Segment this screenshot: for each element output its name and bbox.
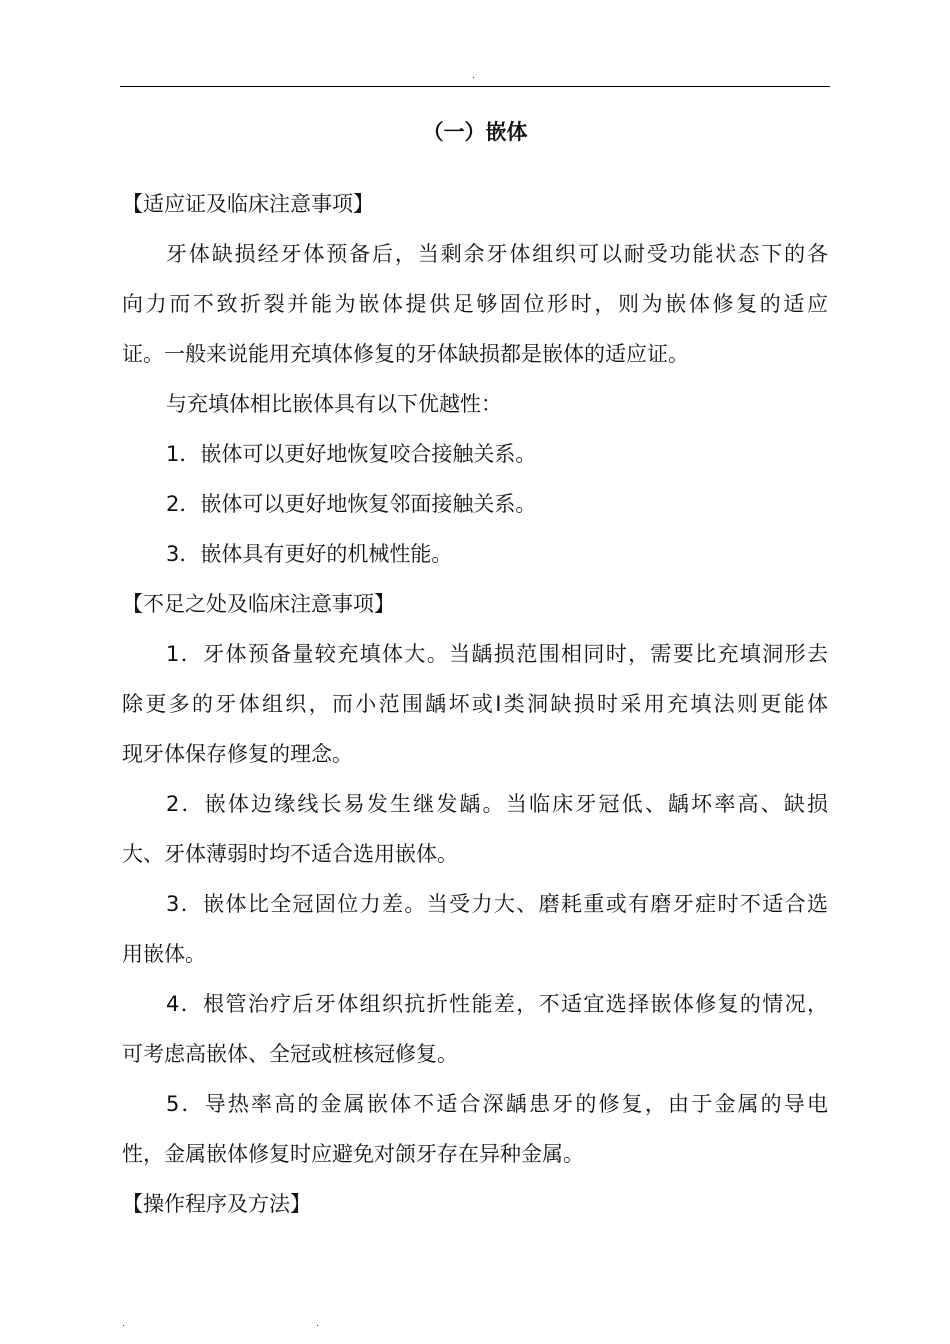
list-item: 2．嵌体可以更好地恢复邻面接触关系。 [166, 492, 537, 516]
section-heading-procedure: 【操作程序及方法】 [122, 1192, 311, 1216]
advantages-intro: 与充填体相比嵌体具有以下优越性： [166, 392, 502, 416]
list-item: 3．嵌体具有更好的机械性能。 [166, 542, 453, 566]
header-rule [120, 86, 830, 87]
list-item-line: 性，金属嵌体修复时应避免对颌牙存在异种金属。 [122, 1142, 584, 1166]
list-item-line: 1．牙体预备量较充填体大。当龋损范围相同时，需要比充填洞形去 [166, 642, 828, 666]
list-item-line: 用嵌体。 [122, 942, 206, 966]
list-item-line: 5．导热率高的金属嵌体不适合深龋患牙的修复，由于金属的导电 [166, 1092, 828, 1116]
list-item: 1．嵌体可以更好地恢复咬合接触关系。 [166, 442, 537, 466]
list-item-line: 3．嵌体比全冠固位力差。当受力大、磨耗重或有磨牙症时不适合选 [166, 892, 828, 916]
paragraph-line: 向力而不致折裂并能为嵌体提供足够固位形时，则为嵌体修复的适应 [122, 292, 828, 316]
section-heading-shortcomings: 【不足之处及临床注意事项】 [122, 592, 395, 616]
paragraph-line: 牙体缺损经牙体预备后，当剩余牙体组织可以耐受功能状态下的各 [166, 242, 828, 266]
footer-mark-right: . [316, 1318, 320, 1329]
list-item-line: 4．根管治疗后牙体组织抗折性能差，不适宜选择嵌体修复的情况， [166, 992, 828, 1016]
list-item-line: 大、牙体薄弱时均不适合选用嵌体。 [122, 842, 458, 866]
section-heading-indications: 【适应证及临床注意事项】 [122, 192, 374, 216]
header-mark: . [472, 70, 476, 81]
list-item-line: 可考虑高嵌体、全冠或桩核冠修复。 [122, 1042, 458, 1066]
list-item-line: 除更多的牙体组织，而小范围龋坏或Ⅰ类洞缺损时采用充填法则更能体 [122, 692, 828, 716]
list-item-line: 现牙体保存修复的理念。 [122, 742, 353, 766]
list-item-line: 2．嵌体边缘线长易发生继发龋。当临床牙冠低、龋坏率高、缺损 [166, 792, 828, 816]
paragraph-line: 证。一般来说能用充填体修复的牙体缺损都是嵌体的适应证。 [122, 342, 689, 366]
footer-mark-left: . [122, 1318, 126, 1329]
page-title: （一）嵌体 [422, 120, 528, 144]
